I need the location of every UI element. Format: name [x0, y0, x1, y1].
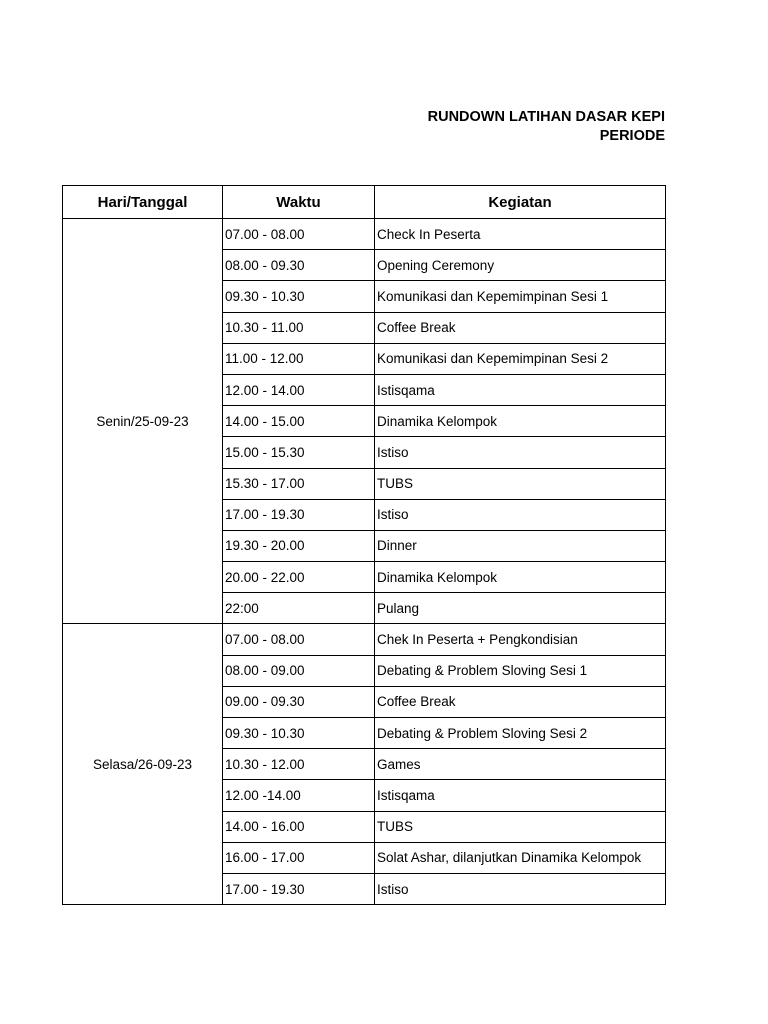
- activity-cell: Debating & Problem Sloving Sesi 1: [375, 655, 666, 686]
- time-cell: 09.30 - 10.30: [223, 281, 375, 312]
- activity-cell: Pulang: [375, 593, 666, 624]
- activity-cell: Istisqama: [375, 780, 666, 811]
- time-cell: 14.00 - 16.00: [223, 811, 375, 842]
- time-cell: 10.30 - 12.00: [223, 749, 375, 780]
- activity-cell: Chek In Peserta + Pengkondisian: [375, 624, 666, 655]
- header-time: Waktu: [223, 186, 375, 219]
- activity-cell: Istiso: [375, 873, 666, 904]
- activity-cell: Istiso: [375, 437, 666, 468]
- time-cell: 08.00 - 09.30: [223, 250, 375, 281]
- day-cell: Senin/25-09-23: [63, 219, 223, 624]
- activity-cell: Dinamika Kelompok: [375, 406, 666, 437]
- time-cell: 11.00 - 12.00: [223, 343, 375, 374]
- time-cell: 17.00 - 19.30: [223, 873, 375, 904]
- time-cell: 12.00 -14.00: [223, 780, 375, 811]
- activity-cell: Debating & Problem Sloving Sesi 2: [375, 718, 666, 749]
- header-day: Hari/Tanggal: [63, 186, 223, 219]
- activity-cell: Istiso: [375, 499, 666, 530]
- activity-cell: TUBS: [375, 811, 666, 842]
- title-line-2: PERIODE: [599, 128, 665, 144]
- activity-cell: Dinner: [375, 530, 666, 561]
- time-cell: 17.00 - 19.30: [223, 499, 375, 530]
- time-cell: 16.00 - 17.00: [223, 842, 375, 873]
- table-header-row: [63, 186, 666, 219]
- time-cell: 08.00 - 09.00: [223, 655, 375, 686]
- day-cell: Selasa/26-09-23: [63, 624, 223, 905]
- activity-cell: Istisqama: [375, 374, 666, 405]
- time-cell: 15.00 - 15.30: [223, 437, 375, 468]
- time-cell: 09.00 - 09.30: [223, 686, 375, 717]
- activity-cell: TUBS: [375, 468, 666, 499]
- activity-cell: Check In Peserta: [375, 219, 666, 250]
- table-row: [63, 624, 666, 655]
- time-cell: 19.30 - 20.00: [223, 530, 375, 561]
- time-cell: 09.30 - 10.30: [223, 718, 375, 749]
- title-line-1: RUNDOWN LATIHAN DASAR KEPI: [427, 109, 665, 125]
- header-activity: Kegiatan: [375, 186, 666, 219]
- document-title: [0, 108, 665, 146]
- activity-cell: Komunikasi dan Kepemimpinan Sesi 1: [375, 281, 666, 312]
- time-cell: 15.30 - 17.00: [223, 468, 375, 499]
- activity-cell: Dinamika Kelompok: [375, 562, 666, 593]
- activity-cell: Coffee Break: [375, 312, 666, 343]
- rundown-table: [62, 185, 666, 905]
- time-cell: 12.00 - 14.00: [223, 374, 375, 405]
- activity-cell: Opening Ceremony: [375, 250, 666, 281]
- time-cell: 14.00 - 15.00: [223, 406, 375, 437]
- time-cell: 07.00 - 08.00: [223, 624, 375, 655]
- time-cell: 22:00: [223, 593, 375, 624]
- activity-cell: Komunikasi dan Kepemimpinan Sesi 2: [375, 343, 666, 374]
- activity-cell: Games: [375, 749, 666, 780]
- time-cell: 20.00 - 22.00: [223, 562, 375, 593]
- table-body: [63, 219, 666, 905]
- time-cell: 07.00 - 08.00: [223, 219, 375, 250]
- time-cell: 10.30 - 11.00: [223, 312, 375, 343]
- activity-cell: Solat Ashar, dilanjutkan Dinamika Kelompok: [375, 842, 666, 873]
- table-row: [63, 219, 666, 250]
- activity-cell: Coffee Break: [375, 686, 666, 717]
